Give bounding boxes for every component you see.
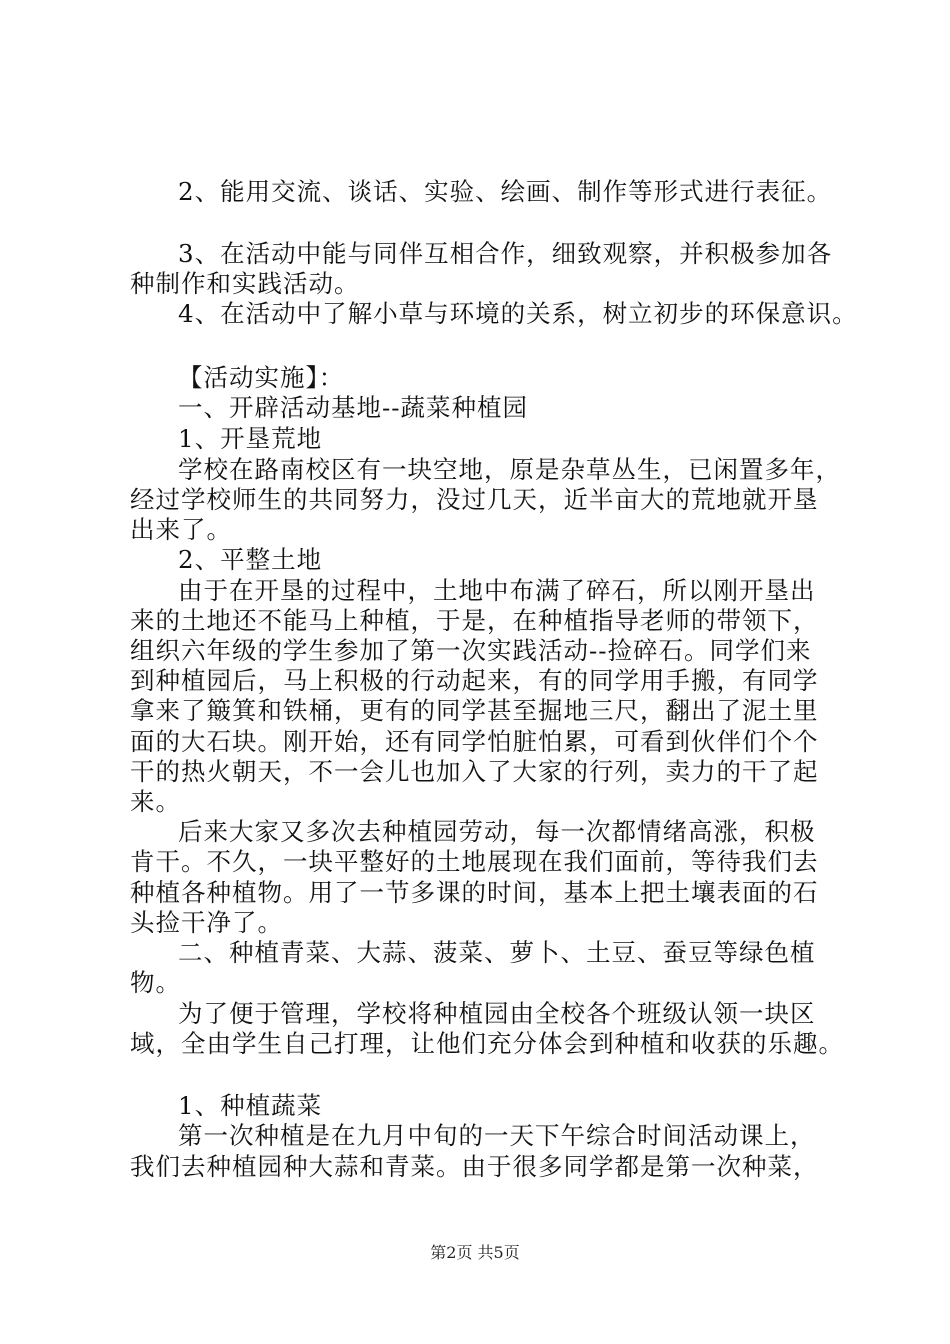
text-line: 为了便于管理，学校将种植园由全校各个班级认领一块区	[178, 999, 816, 1028]
text-line: 拿来了簸箕和铁桶，更有的同学甚至掘地三尺，翻出了泥土里	[130, 696, 819, 725]
page-number: 第2页 共5页	[430, 1243, 520, 1262]
text-line: 第一次种植是在九月中旬的一天下午综合时间活动课上，	[178, 1121, 816, 1150]
text-line: 经过学校师生的共同努力，没过几天，近半亩大的荒地就开垦	[130, 485, 819, 514]
text-line: 学校在路南校区有一块空地，原是杂草丛生，已闲置多年，	[178, 455, 841, 484]
text-line: 我们去种植园种大蒜和青菜。由于很多同学都是第一次种菜，	[130, 1152, 819, 1181]
section-heading: 一、开辟活动基地--蔬菜种植园	[178, 393, 529, 422]
text-line: 到种植园后，马上积极的行动起来，有的同学用手搬，有同学	[130, 666, 819, 695]
text-line: 出来了。	[130, 515, 232, 544]
text-line: 来的土地还不能马上种植，于是，在种植指导老师的带领下，	[130, 606, 819, 635]
text-line: 由于在开垦的过程中，土地中布满了碎石，所以刚开垦出	[178, 576, 816, 605]
text-line: 头捡干净了。	[130, 908, 283, 937]
text-line: 肯干。不久，一块平整好的土地展现在我们面前，等待我们去	[130, 847, 819, 876]
text-line: 种植各种植物。用了一节多课的时间，基本上把土壤表面的石	[130, 878, 819, 907]
text-line: 种制作和实践活动。	[130, 269, 360, 298]
subsection-heading: 2、平整土地	[178, 545, 323, 574]
text-line: 后来大家又多次去种植园劳动，每一次都情绪高涨，积极	[178, 817, 816, 846]
section-heading: 【活动实施】：	[178, 363, 345, 392]
section-heading: 二、种植青菜、大蒜、菠菜、萝卜、土豆、蚕豆等绿色植	[178, 938, 816, 967]
text-line: 组织六年级的学生参加了第一次实践活动--捡碎石。同学们来	[130, 636, 812, 665]
text-line: 面的大石块。刚开始，还有同学怕脏怕累，可看到伙伴们个个	[130, 727, 819, 756]
text-line: 域，全由学生自己打理，让他们充分体会到种植和收获的乐趣。	[130, 1029, 844, 1058]
text-line: 3、在活动中能与同伴互相合作，细致观察，并积极参加各	[178, 239, 833, 268]
text-line: 来。	[130, 787, 181, 816]
text-line: 2、能用交流、谈话、实验、绘画、制作等形式进行表征。	[178, 177, 833, 206]
subsection-heading: 1、种植蔬菜	[178, 1091, 323, 1120]
subsection-heading: 1、开垦荒地	[178, 424, 323, 453]
text-line: 干的热火朝天，不一会儿也加入了大家的行列，卖力的干了起	[130, 757, 819, 786]
text-line: 物。	[130, 968, 181, 997]
text-line: 4、在活动中了解小草与环境的关系，树立初步的环保意识。	[178, 299, 858, 328]
